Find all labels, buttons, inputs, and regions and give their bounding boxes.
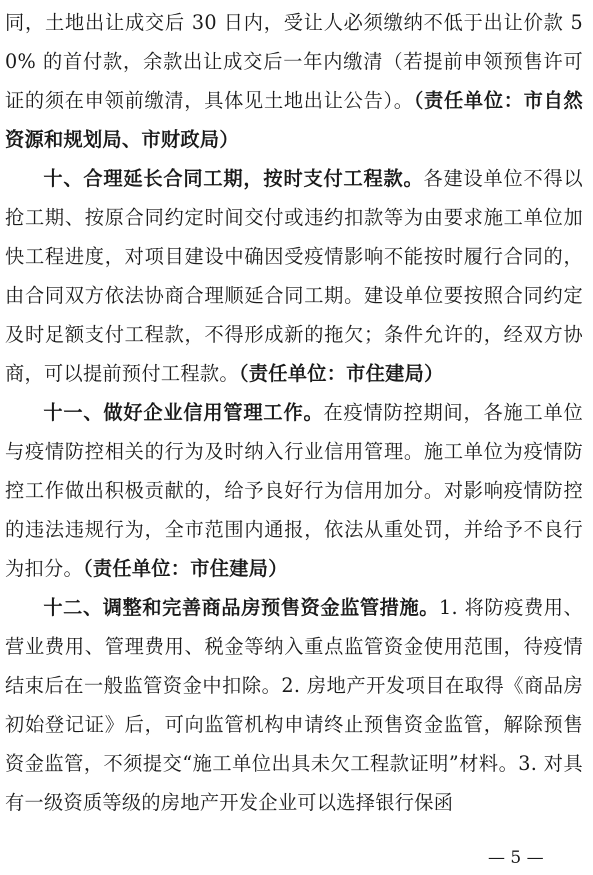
document-page — [5, 3, 583, 822]
paragraph-section-11 — [5, 393, 583, 588]
section-heading: 十一、做好企业信用管理工作。 — [43, 401, 324, 424]
section-heading: 十二、调整和完善商品房预售资金监管措施。 — [43, 596, 440, 619]
paragraph-section-10 — [5, 159, 583, 393]
paragraph-section-12 — [5, 588, 583, 822]
paragraph-body: 1. 将防疫费用、营业费用、管理费用、税金等纳入重点监管资金使用范围，待疫情结束后在一般监管资金中扣除。2. 房地产开发项目在取得《商品房初始登记证》后，可向监管机构申请终止预售资金监管，解除预售资金监管，不须提交“施工单位出具未欠工程款证明”材料。3. 对具有一级资质等级的房地产开发企业可以选择银行保函 — [5, 596, 584, 814]
responsibility-unit: （责任单位：市自然资源和规划局、市财政局） — [5, 89, 583, 151]
paragraph-body: 同，土地出让成交后 30 日内，受让人必须缴纳不低于出让价款 50% 的首付款，余款出让成交后一年内缴清（若提前申领预售许可证的须在申领前缴清，具体见土地出让公告）。 — [5, 11, 583, 112]
responsibility-unit: （责任单位：市住建局） — [82, 557, 288, 580]
page-number: — 5 — — [488, 848, 544, 868]
paragraph-body: 各建设单位不得以抢工期、按原合同约定时间交付或违约扣款等为由要求施工单位加快工程进度，对项目建设中确因受疫情影响不能按时履行合同的，由合同双方依法协商合理顺延合同工期。建设单位要按照合同约定及时足额支付工程款，不得形成新的拖欠；条件允许的，经双方协商，可以提前预付工程款。 — [5, 167, 584, 385]
paragraph-land-transfer — [5, 3, 583, 159]
paragraph-body: 在疫情防控期间，各施工单位与疫情防控相关的行为及时纳入行业信用管理。施工单位为疫情防控工作做出积极贡献的，给予良好行为信用加分。对影响疫情防控的违法违规行为，全市范围内通报，依法从重处罚，并给予不良行为扣分。 — [5, 401, 583, 580]
section-heading: 十、合理延长合同工期，按时支付工程款。 — [43, 167, 424, 190]
responsibility-unit: （责任单位：市住建局） — [238, 362, 444, 385]
